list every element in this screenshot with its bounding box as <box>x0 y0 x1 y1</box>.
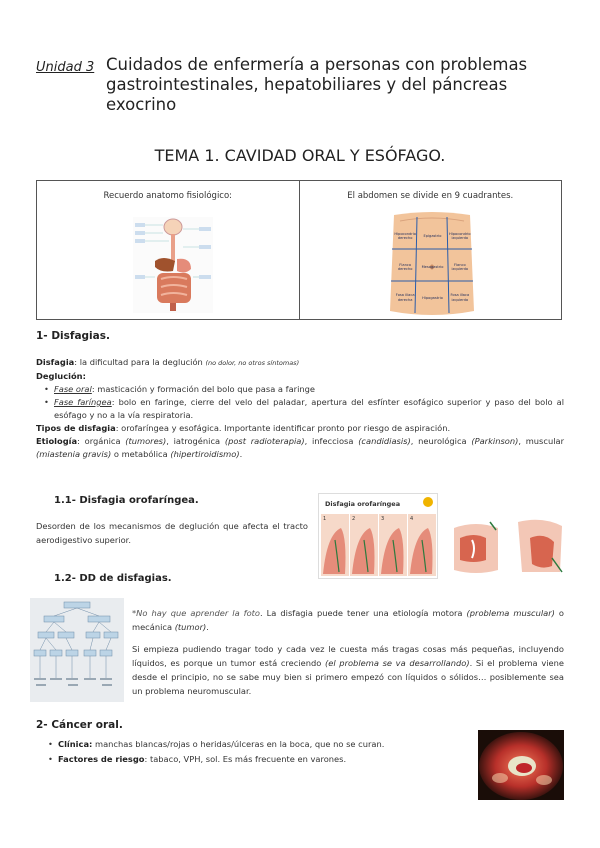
dd-paragraph-2 <box>132 642 564 698</box>
oral-cancer-photo <box>478 730 564 800</box>
dd-italic: (el problema se va desarrollando) <box>324 658 470 668</box>
dd-paragraph-1 <box>132 606 564 634</box>
fase-faringea-text: : bolo en faringe, cierre del velo del paladar, apertura del esfínter esofágico superior y paso del bolo al esófago y no a la vía respiratoria. <box>54 397 565 420</box>
quadrant-label: Mesogastrio <box>421 264 444 269</box>
tipos-label: Tipos de disfagia <box>36 423 116 433</box>
swallowing-steps-figure <box>321 514 437 576</box>
anatomy-cell <box>37 181 299 319</box>
etiologia <box>36 435 564 461</box>
info-table <box>36 180 562 320</box>
etiologia-text: . <box>239 449 243 459</box>
etiologia-label: Etiología <box>36 436 78 446</box>
cancer-oral-list <box>44 737 464 767</box>
riesgo-text: : tabaco, VPH, sol. Es más frecuente en varones. <box>144 754 347 764</box>
deglucion-label: Deglución <box>36 371 83 381</box>
etiologia-italic: (miastenia gravis) <box>36 449 112 459</box>
clinica-label: Clínica: <box>58 739 93 749</box>
etiologia-text: , muscular <box>518 436 564 446</box>
abdomen-caption: El abdomen se divide en 9 cuadrantes. <box>347 191 514 201</box>
unit-label: Unidad 3 <box>36 60 95 75</box>
clinica-text: manchas blancas/rojas o heridas/úlceras en la boca, que no se curan. <box>92 739 385 749</box>
anatomy-caption: Recuerdo anatomo fisiológico: <box>103 191 233 201</box>
deglucion-phases <box>36 383 564 422</box>
deglucion-colon: : <box>82 371 86 381</box>
orofaringea-figure <box>318 493 438 579</box>
quadrant-labels <box>392 221 474 313</box>
dd-text: o mecánica <box>132 608 564 632</box>
dd-text: Si empieza pudiendo tragar todo y cada vez le cuesta más tragas cosas más pequeñas, incluyendo líquidos, es porque un tumor está creciendo <box>132 644 564 668</box>
etiologia-italic: (hipertiroidismo) <box>170 449 240 459</box>
dd-italic: (tumor) <box>174 622 207 632</box>
swallowing-step-labels <box>321 516 437 522</box>
pharynx-sketch-2 <box>512 516 566 576</box>
dd-note: *No hay que aprender la foto <box>132 608 261 618</box>
disfagia-label: Disfagia <box>36 357 75 367</box>
etiologia-text: , neurológica <box>410 436 472 446</box>
disfagia-note: (no dolor, no otros síntomas) <box>205 359 300 367</box>
quadrant-label: Flanco derecho <box>397 262 413 271</box>
quadrant-label: Hipogastrio <box>422 295 443 300</box>
etiologia-italic: (Parkinson) <box>471 436 519 446</box>
dd-italic: (problema muscular) <box>466 608 555 618</box>
deglucion-label-line <box>36 370 564 383</box>
disfagia-text: : la dificultad para la deglución <box>74 357 206 367</box>
etiologia-text: , iatrogénica <box>166 436 225 446</box>
step-label: 3 <box>381 516 385 522</box>
dd-flowchart-photo <box>30 598 124 702</box>
digestive-system-figure <box>133 217 213 313</box>
section-disfagias-heading: 1- Disfagias. <box>36 330 110 342</box>
fase-oral-label: Fase oral <box>54 384 92 394</box>
etiologia-text: : orgánica <box>77 436 126 446</box>
step-label: 2 <box>352 516 356 522</box>
section-dd-heading: 1.2- DD de disfagias. <box>54 573 172 584</box>
tipos-disfagia <box>36 422 564 435</box>
dd-text: . Si el problema viene desde el principio, no se sabe muy bien si primero empezó con líquidos o sólidos… posiblemente sea un problema neuromuscular. <box>132 658 565 696</box>
etiologia-italic: (candidiasis) <box>358 436 411 446</box>
figure-badge-icon <box>423 497 433 507</box>
fase-oral-text: : masticación y formación del bolo que pasa a faringe <box>91 384 316 394</box>
list-item <box>44 737 464 752</box>
etiologia-text: , infecciosa <box>304 436 359 446</box>
unit-title: Cuidados de enfermería a personas con problemas gastrointestinales, hepatobiliares y del páncreas exocrino <box>106 55 528 114</box>
orofaringea-text: Desorden de los mecanismos de deglución que afecta el tracto aerodigestivo superior. <box>36 521 308 545</box>
pharynx-sketch-1 <box>450 520 502 576</box>
quadrant-label: Hipocondrio izquierdo <box>449 232 471 241</box>
tema-title: TEMA 1. CAVIDAD ORAL Y ESÓFAGO. <box>154 146 446 165</box>
quadrant-label: Hipocondrio derecho <box>394 232 416 241</box>
list-item <box>40 396 564 422</box>
quadrant-label: Epigastrio <box>423 234 442 239</box>
tipos-text: : orofaríngea y esofágica. Importante identificar pronto por riesgo de aspiración. <box>115 423 451 433</box>
fase-faringea-label: Fase faríngea <box>54 397 112 407</box>
dd-text: . La disfagia puede tener una etiología motora <box>260 608 467 618</box>
abdomen-cell <box>299 181 562 319</box>
step-label: 4 <box>410 516 414 522</box>
quadrant-label: Fosa ilíaca izquierda <box>450 293 470 302</box>
section-orofaringea-heading: 1.1- Disfagia orofaríngea. <box>54 495 199 506</box>
disfagia-definition <box>36 356 564 370</box>
step-label: 1 <box>323 516 327 522</box>
quadrant-label: Fosa ilíaca derecha <box>395 293 415 302</box>
dd-text: . <box>206 622 209 632</box>
disfagias-body <box>36 356 564 461</box>
list-item <box>44 752 464 767</box>
quadrant-label: Flanco izquierdo <box>451 262 469 271</box>
riesgo-label: Factores de riesgo <box>58 754 145 764</box>
etiologia-italic: (post radioterapia) <box>224 436 305 446</box>
section-cancer-heading: 2- Cáncer oral. <box>36 719 123 731</box>
etiologia-italic: (tumores) <box>125 436 167 446</box>
etiologia-text: o metabólica <box>111 449 171 459</box>
list-item <box>40 383 564 396</box>
orofaringea-figure-title: Disfagia orofaríngea <box>325 500 401 508</box>
